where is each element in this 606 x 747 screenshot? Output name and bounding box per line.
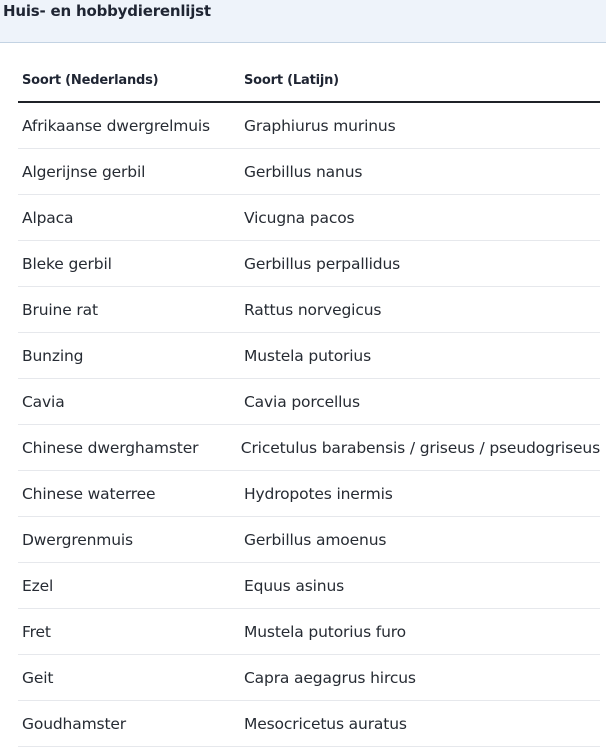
cell-dutch-name: Dwergrenmuis bbox=[22, 530, 133, 549]
cell-dutch-name: Cavia bbox=[22, 392, 65, 411]
cell-dutch-name: Algerijnse gerbil bbox=[22, 162, 146, 181]
cell-dutch-name: Chinese dwerghamster bbox=[22, 438, 199, 457]
cell-dutch-name: Geit bbox=[22, 668, 54, 687]
cell-latin-name: Gerbillus nanus bbox=[244, 162, 363, 181]
cell-dutch-name: Afrikaanse dwergrelmuis bbox=[22, 116, 210, 135]
page-title: Huis- en hobbydierenlijst bbox=[3, 2, 211, 20]
cell-latin-name: Gerbillus amoenus bbox=[244, 530, 387, 549]
table-row bbox=[18, 287, 600, 333]
cell-dutch-name: Bunzing bbox=[22, 346, 84, 365]
cell-dutch-name: Bruine rat bbox=[22, 300, 98, 319]
cell-latin-name: Equus asinus bbox=[244, 576, 345, 595]
cell-dutch-name: Goudhamster bbox=[22, 714, 126, 733]
cell-latin-name: Gerbillus perpallidus bbox=[244, 254, 401, 273]
table-row bbox=[18, 425, 600, 471]
table-body bbox=[18, 103, 600, 747]
cell-dutch-name: Alpaca bbox=[22, 208, 74, 227]
cell-dutch-name: Chinese waterree bbox=[22, 484, 156, 503]
page-header bbox=[0, 0, 606, 43]
cell-latin-name: Mustela putorius bbox=[244, 346, 372, 365]
table-row bbox=[18, 149, 600, 195]
cell-latin-name: Mustela putorius furo bbox=[244, 622, 406, 641]
table-row bbox=[18, 517, 600, 563]
table-row bbox=[18, 471, 600, 517]
cell-latin-name: Vicugna pacos bbox=[244, 208, 355, 227]
cell-latin-name: Mesocricetus auratus bbox=[244, 714, 407, 733]
table-row bbox=[18, 655, 600, 701]
table-row bbox=[18, 241, 600, 287]
column-header-dutch-name: Soort (Nederlands) bbox=[22, 73, 159, 88]
table-row bbox=[18, 195, 600, 241]
column-header-latin-name: Soort (Latijn) bbox=[244, 73, 339, 88]
table-row bbox=[18, 103, 600, 149]
table-row bbox=[18, 563, 600, 609]
table-row bbox=[18, 701, 600, 747]
cell-latin-name: Cricetulus barabensis / griseus / pseudogriseus bbox=[240, 438, 600, 457]
table-row bbox=[18, 379, 600, 425]
cell-dutch-name: Bleke gerbil bbox=[22, 254, 112, 273]
cell-latin-name: Hydropotes inermis bbox=[244, 484, 393, 503]
cell-latin-name: Cavia porcellus bbox=[244, 392, 360, 411]
cell-latin-name: Graphiurus murinus bbox=[244, 116, 396, 135]
species-table bbox=[18, 62, 600, 747]
table-row bbox=[18, 333, 600, 379]
cell-latin-name: Rattus norvegicus bbox=[244, 300, 382, 319]
cell-latin-name: Capra aegagrus hircus bbox=[244, 668, 416, 687]
table-header bbox=[18, 62, 600, 103]
cell-dutch-name: Ezel bbox=[22, 576, 54, 595]
table-row bbox=[18, 609, 600, 655]
cell-dutch-name: Fret bbox=[22, 622, 51, 641]
